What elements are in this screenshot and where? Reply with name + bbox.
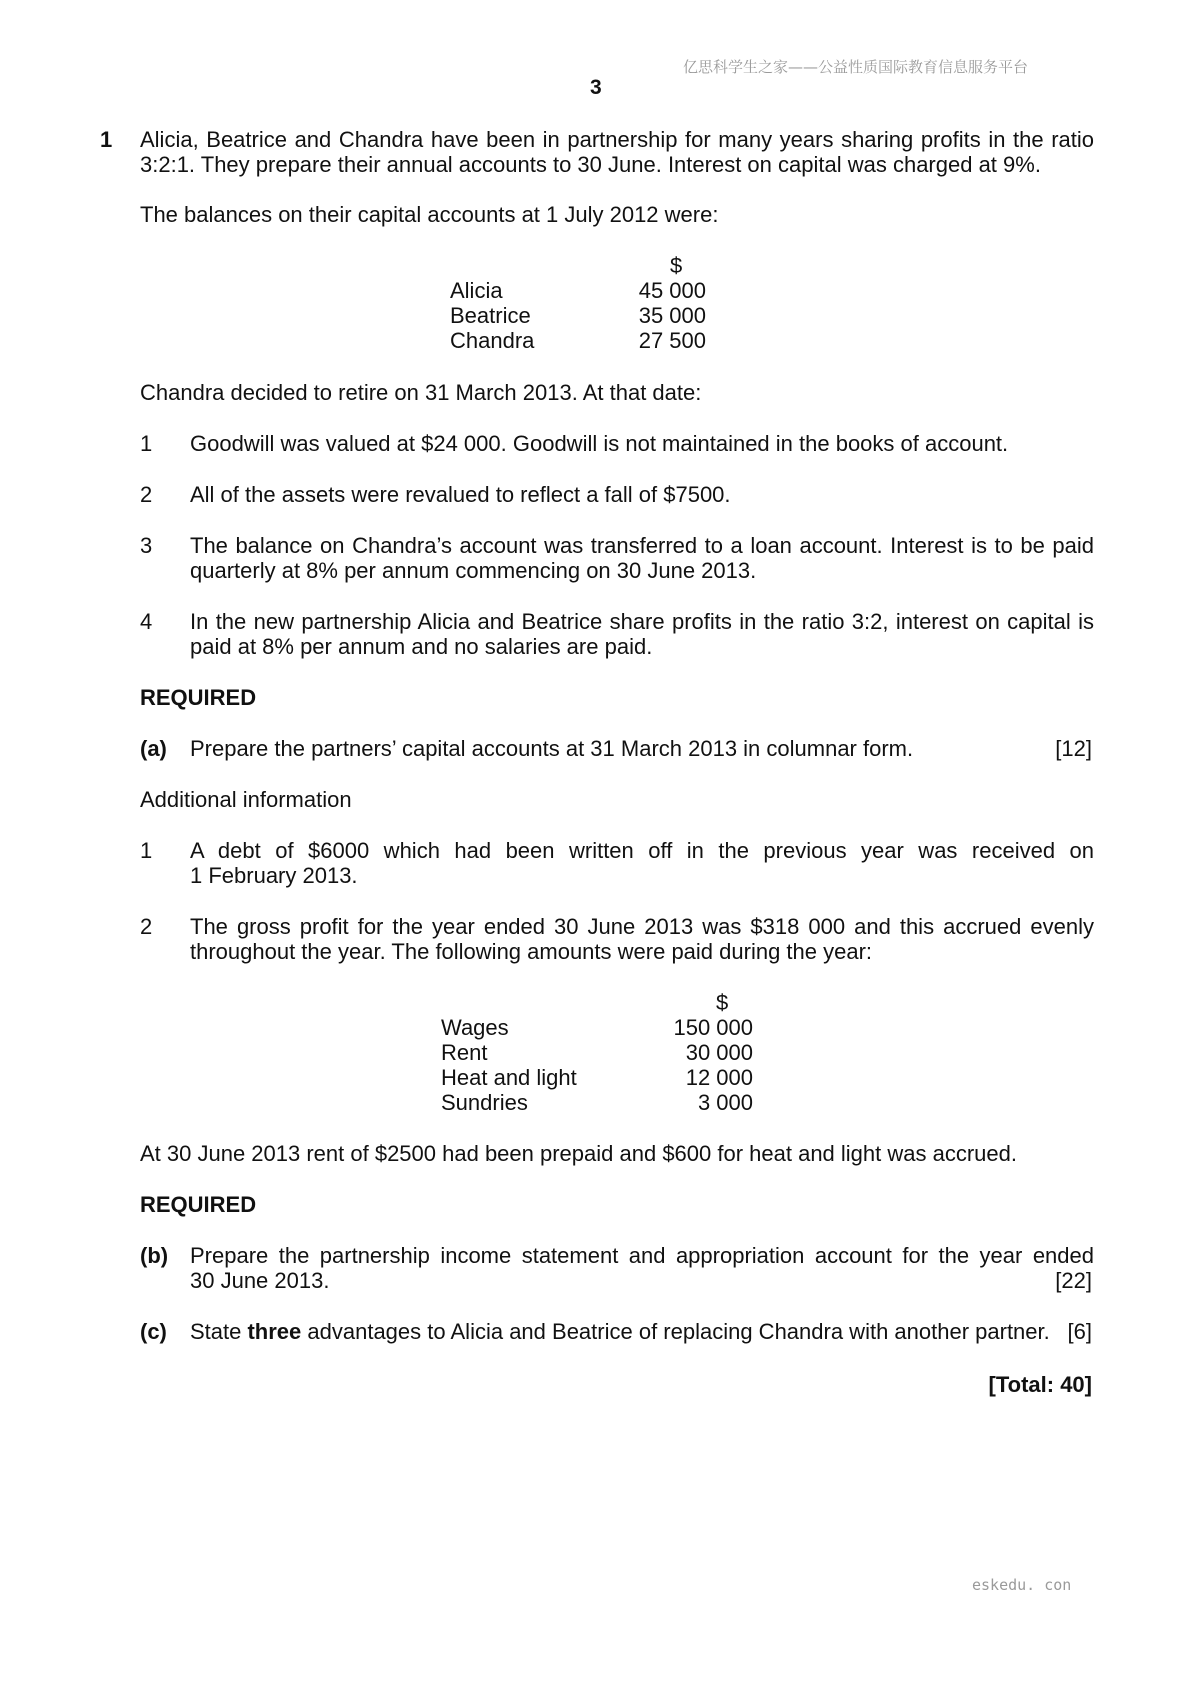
- capital-row-amount: 27 500: [638, 328, 706, 353]
- point-text: All of the assets were revalued to reflect a fall of $7500.: [190, 482, 731, 507]
- question-number: 1: [100, 127, 113, 152]
- footer-site: eskedu. con: [972, 1576, 1072, 1594]
- header-watermark: 亿思科学生之家——公益性质国际教育信息服务平台: [683, 58, 1029, 76]
- intro-line-2: 3:2:1. They prepare their annual accounts to 30 June. Interest on capital was charged at 9%.: [140, 152, 1041, 177]
- part-a-marks: [12]: [1055, 736, 1092, 761]
- retire-intro: Chandra decided to retire on 31 March 2013. At that date:: [140, 380, 702, 405]
- part-c-marks: [6]: [1067, 1319, 1092, 1344]
- capital-row-name: Chandra: [450, 328, 535, 353]
- point-number: 2: [140, 482, 153, 507]
- expense-row-amount: 3 000: [697, 1090, 753, 1115]
- expense-row-name: Sundries: [441, 1090, 528, 1115]
- additional-text: A debt of $6000 which had been written off in the previous year was received on: [190, 838, 1094, 863]
- point-number: 1: [140, 431, 153, 456]
- point-text-continued: quarterly at 8% per annum commencing on 30 June 2013.: [190, 558, 757, 583]
- additional-text-continued: throughout the year. The following amounts were paid during the year:: [190, 939, 873, 964]
- part-b-text: Prepare the partnership income statement and appropriation account for the year ended: [190, 1243, 1094, 1268]
- expense-row-amount: 150 000: [673, 1015, 753, 1040]
- page-number: 3: [590, 76, 602, 99]
- part-b-text-continued: 30 June 2013.: [190, 1268, 330, 1293]
- balances-intro: The balances on their capital accounts at 1 July 2012 were:: [140, 202, 719, 227]
- part-c-emphasis: three: [247, 1319, 302, 1344]
- part-a-text: Prepare the partners’ capital accounts at 31 March 2013 in columnar form.: [190, 736, 914, 761]
- required-heading: REQUIRED: [140, 1192, 257, 1217]
- point-number: 4: [140, 609, 153, 634]
- part-c-text: [190, 1319, 1050, 1345]
- required-heading: REQUIRED: [140, 685, 257, 710]
- capital-row-amount: 35 000: [638, 303, 706, 328]
- capital-currency-header: $: [670, 253, 683, 278]
- capital-row-name: Alicia: [450, 278, 503, 303]
- prepaid-note: At 30 June 2013 rent of $2500 had been prepaid and $600 for heat and light was accrued.: [140, 1141, 1017, 1166]
- point-text: In the new partnership Alicia and Beatrice share profits in the ratio 3:2, interest on capital is: [190, 609, 1094, 634]
- additional-text-continued: 1 February 2013.: [190, 863, 358, 888]
- total-marks: [Total: 40]: [988, 1372, 1092, 1397]
- point-number: 3: [140, 533, 153, 558]
- part-b-label: (b): [140, 1243, 169, 1268]
- expense-row-amount: 12 000: [685, 1065, 753, 1090]
- part-c-text-end: advantages to Alicia and Beatrice of replacing Chandra with another partner.: [301, 1319, 1050, 1344]
- additional-number: 2: [140, 914, 153, 939]
- expense-row-name: Wages: [441, 1015, 509, 1040]
- expense-row-amount: 30 000: [685, 1040, 753, 1065]
- intro-line-1: Alicia, Beatrice and Chandra have been in partnership for many years sharing profits in the ratio: [140, 127, 1094, 152]
- part-c-text-start: State: [190, 1319, 248, 1344]
- additional-text: The gross profit for the year ended 30 June 2013 was $318 000 and this accrued evenly: [190, 914, 1094, 939]
- part-a-label: (a): [140, 736, 167, 761]
- capital-row-name: Beatrice: [450, 303, 531, 328]
- point-text: Goodwill was valued at $24 000. Goodwill is not maintained in the books of account.: [190, 431, 1009, 456]
- expenses-currency-header: $: [716, 990, 729, 1015]
- point-text: The balance on Chandra’s account was transferred to a loan account. Interest is to be paid: [190, 533, 1094, 558]
- additional-number: 1: [140, 838, 153, 863]
- part-b-marks: [22]: [1055, 1268, 1092, 1293]
- part-c-label: (c): [140, 1319, 167, 1344]
- capital-row-amount: 45 000: [638, 278, 706, 303]
- expense-row-name: Rent: [441, 1040, 488, 1065]
- expense-row-name: Heat and light: [441, 1065, 577, 1090]
- additional-info-heading: Additional information: [140, 787, 352, 812]
- point-text-continued: paid at 8% per annum and no salaries are paid.: [190, 634, 653, 659]
